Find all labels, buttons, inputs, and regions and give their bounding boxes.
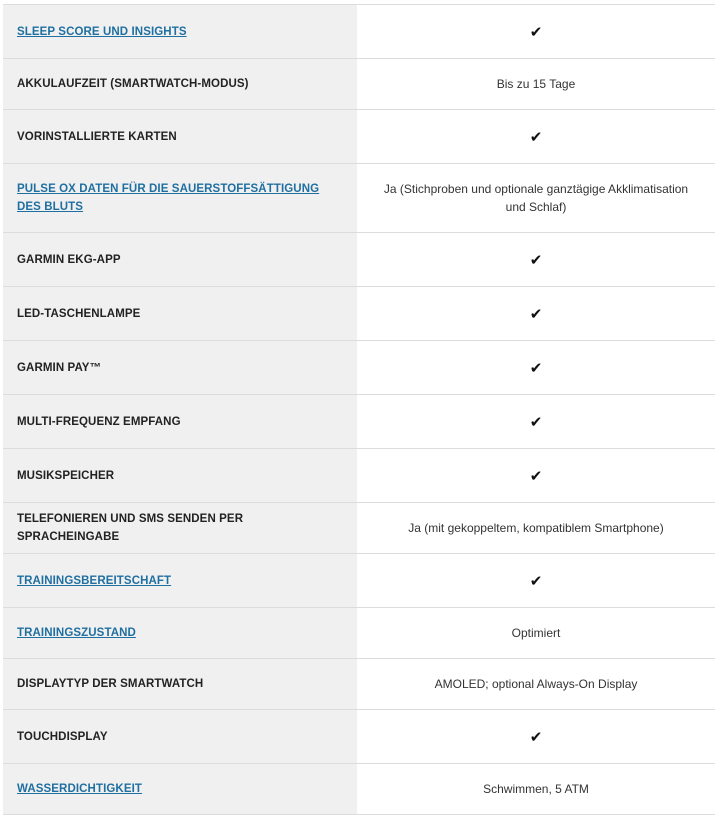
row-label: DISPLAYTYP DER SMARTWATCH — [3, 659, 357, 709]
table-row — [3, 232, 715, 286]
row-value — [357, 110, 715, 163]
trainingsbereitschaft-link[interactable]: TRAININGSBEREITSCHAFT — [17, 574, 172, 587]
wasserdichtigkeit-link[interactable]: WASSERDICHTIGKEIT — [17, 783, 143, 795]
row-value — [357, 287, 715, 340]
row-label — [3, 554, 357, 607]
trainingszustand-link[interactable]: TRAININGSZUSTAND — [17, 627, 136, 639]
row-value — [357, 395, 715, 448]
row-label: MULTI-FREQUENZ EMPFANG — [3, 395, 357, 448]
row-value: Bis zu 15 Tage — [496, 77, 576, 91]
table-row — [3, 763, 715, 815]
checkmark-icon: ✔ — [529, 466, 543, 485]
spec-comparison-table — [3, 0, 715, 815]
table-row — [3, 448, 715, 502]
table-row — [3, 109, 715, 163]
table-row — [3, 553, 715, 607]
table-row — [3, 502, 715, 553]
row-label: TOUCHDISPLAY — [3, 710, 357, 763]
row-value — [357, 710, 715, 763]
checkmark-icon: ✔ — [529, 127, 543, 146]
row-label — [3, 5, 357, 58]
row-value: Optimiert — [511, 626, 561, 640]
checkmark-icon: ✔ — [529, 412, 543, 431]
table-row — [3, 709, 715, 763]
row-value — [357, 554, 715, 607]
row-label: AKKULAUFZEIT (SMARTWATCH-MODUS) — [3, 59, 357, 109]
table-row — [3, 340, 715, 394]
checkmark-icon: ✔ — [529, 304, 543, 323]
row-value — [357, 449, 715, 502]
row-value: Ja (mit gekoppeltem, kompatiblem Smartphone) — [408, 521, 664, 535]
pulse-ox-link[interactable]: PULSE OX DATEN FÜR DIE SAUERSTOFFSÄTTIGUNG DES BLUTS — [17, 183, 320, 213]
row-label: VORINSTALLIERTE KARTEN — [3, 110, 357, 163]
checkmark-icon: ✔ — [529, 358, 543, 377]
table-row — [3, 58, 715, 109]
row-value — [357, 5, 715, 58]
row-value: Schwimmen, 5 ATM — [483, 782, 589, 796]
table-row — [3, 4, 715, 58]
table-row — [3, 286, 715, 340]
row-label: MUSIKSPEICHER — [3, 449, 357, 502]
row-value: Ja (Stichproben und optionale ganztägige Akklimatisation und Schlaf) — [383, 182, 689, 214]
row-label: LED-TASCHENLAMPE — [3, 287, 357, 340]
row-value — [357, 341, 715, 394]
table-row — [3, 163, 715, 232]
row-value: AMOLED; optional Always-On Display — [434, 677, 638, 691]
row-label: TELEFONIEREN UND SMS SENDEN PER SPRACHEINGABE — [3, 503, 357, 553]
row-label — [3, 608, 357, 658]
table-row — [3, 607, 715, 658]
row-label — [3, 164, 357, 232]
checkmark-icon: ✔ — [529, 22, 543, 41]
checkmark-icon: ✔ — [529, 571, 543, 590]
sleep-score-link[interactable]: SLEEP SCORE UND INSIGHTS — [17, 25, 187, 38]
table-row — [3, 658, 715, 709]
checkmark-icon: ✔ — [529, 727, 543, 746]
row-label — [3, 764, 357, 814]
row-value — [357, 233, 715, 286]
row-label: GARMIN EKG-APP — [3, 233, 357, 286]
table-row — [3, 394, 715, 448]
checkmark-icon: ✔ — [529, 250, 543, 269]
row-label: GARMIN PAY™ — [3, 341, 357, 394]
